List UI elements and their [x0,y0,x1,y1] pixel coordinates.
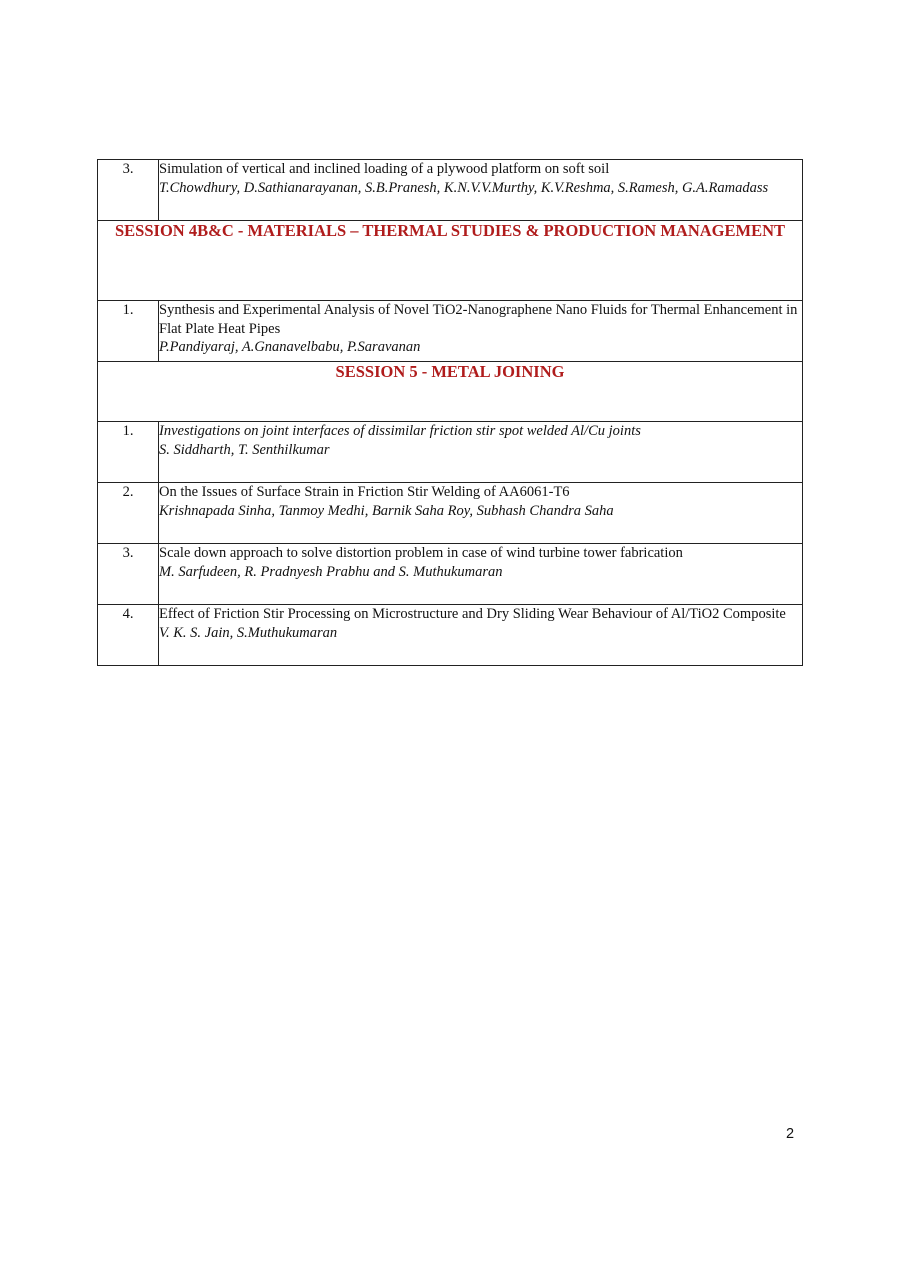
session-row [98,221,803,301]
paper-title: Simulation of vertical and inclined loading of a plywood platform on soft soil [159,161,610,177]
paper-number: 2. [98,483,159,544]
paper-number: 4. [98,605,159,666]
paper-authors: Krishnapada Sinha, Tanmoy Medhi, Barnik Saha Roy, Subhash Chandra Saha [159,502,614,519]
paper-number: 3. [98,160,159,221]
paper-entry [159,301,803,362]
paper-row [98,422,803,483]
program-table [97,159,803,666]
paper-title: Scale down approach to solve distortion problem in case of wind turbine tower fabrication [159,545,683,561]
paper-authors: M. Sarfudeen, R. Pradnyesh Prabhu and S. Muthukumaran [159,563,503,580]
paper-title: Synthesis and Experimental Analysis of Novel TiO2-Nanographene Nano Fluids for Thermal Enhancement in Flat Plate Heat Pipes [159,302,798,337]
paper-title: Investigations on joint interfaces of dissimilar friction stir spot welded Al/Cu joints [159,423,641,439]
paper-authors: V. K. S. Jain, S.Muthukumaran [159,624,338,641]
paper-authors: P.Pandiyaraj, A.Gnanavelbabu, P.Saravanan [159,339,421,355]
session-heading: SESSION 4B&C - MATERIALS – THERMAL STUDIES & PRODUCTION MANAGEMENT [98,221,803,301]
paper-row [98,160,803,221]
paper-row [98,301,803,362]
paper-title: Effect of Friction Stir Processing on Microstructure and Dry Sliding Wear Behaviour of Al/TiO2 Composite [159,606,786,622]
paper-number: 3. [98,544,159,605]
paper-entry [159,605,803,666]
paper-authors: T.Chowdhury, D.Sathianarayanan, S.B.Pranesh, K.N.V.V.Murthy, K.V.Reshma, S.Ramesh, G.A.Ramadass [159,179,769,196]
paper-entry [159,483,803,544]
session-heading: SESSION 5 - METAL JOINING [98,362,803,422]
paper-entry [159,160,803,221]
page-number: 2 [786,1126,795,1142]
paper-entry [159,422,803,483]
paper-row [98,544,803,605]
paper-entry [159,544,803,605]
paper-number: 1. [98,301,159,362]
paper-number: 1. [98,422,159,483]
paper-authors: S. Siddharth, T. Senthilkumar [159,441,330,458]
session-row [98,362,803,422]
paper-title: On the Issues of Surface Strain in Friction Stir Welding of AA6061-T6 [159,484,570,500]
paper-row [98,605,803,666]
paper-row [98,483,803,544]
